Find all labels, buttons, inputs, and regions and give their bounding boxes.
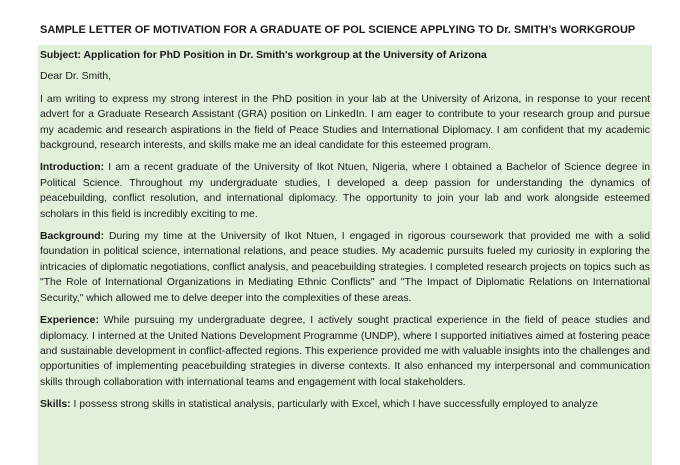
introduction-paragraph	[40, 160, 650, 222]
introduction-label: Introduction:	[40, 162, 105, 174]
background-paragraph	[40, 229, 650, 306]
experience-label: Experience:	[40, 315, 99, 327]
opening-paragraph: I am writing to express my strong interest in the PhD position in your lab at the University of Arizona, in response to your recent advert for a Graduate Research Assistant (GRA) position on LinkedIn. I am eager to contribute to your research group and pursue my academic and research aspirations in the field of Peace Studies and International Diplomacy. I am confident that my academic background, research interests, and skills make me an ideal candidate for this esteemed program.	[40, 93, 650, 152]
introduction-text: I am a recent graduate of the University of Ikot Ntuen, Nigeria, where I obtained a Bachelor of Science degree in Political Science. Throughout my undergraduate studies, I developed a deep passion for understanding the dynamics of peacebuilding, conflict resolution, and international diplomacy. The opportunity to join your lab and work alongside esteemed scholars in this field is incredibly exciting to me.	[40, 162, 650, 220]
skills-text: I possess strong skills in statistical analysis, particularly with Excel, which I have successfully employed to analyze	[70, 399, 598, 411]
skills-paragraph	[40, 397, 650, 412]
salutation: Dear Dr. Smith,	[40, 71, 112, 83]
document-title: SAMPLE LETTER OF MOTIVATION FOR A GRADUATE OF POL SCIENCE APPLYING TO Dr. SMITH’s WORKGROUP	[40, 24, 636, 36]
skills-label: Skills:	[40, 399, 71, 411]
experience-text: While pursuing my undergraduate degree, I actively sought practical experience in the field of peace studies and diplomacy. I interned at the United Nations Development Programme (UNDP), where I supported initiatives aimed at fostering peace and sustainable development in conflict-affected regions. This experience provided me with valuable insights into the challenges and opportunities of implementing peacebuilding strategies in diverse contexts. It also enhanced my interpersonal and communication skills through collaboration with international teams and engagement with local stakeholders.	[40, 315, 650, 388]
experience-paragraph	[40, 313, 650, 390]
letter-body	[38, 45, 652, 465]
background-text: During my time at the University of Ikot Ntuen, I engaged in rigorous coursework that provided me with a solid foundation in political science, international relations, and peace studies. My academic pursuits fueled my curiosity in exploring the intricacies of diplomatic negotiations, conflict analysis, and peacebuilding strategies. I completed research projects on topics such as "The Role of International Organizations in Mediating Ethnic Conflicts" and "The Impact of Diplomatic Relations on International Security," which allowed me to delve deeper into the complexities of these areas.	[40, 231, 650, 304]
background-label: Background:	[40, 231, 105, 243]
subject-line: Subject: Application for PhD Position in Dr. Smith's workgroup at the University of Arizona	[40, 50, 487, 61]
